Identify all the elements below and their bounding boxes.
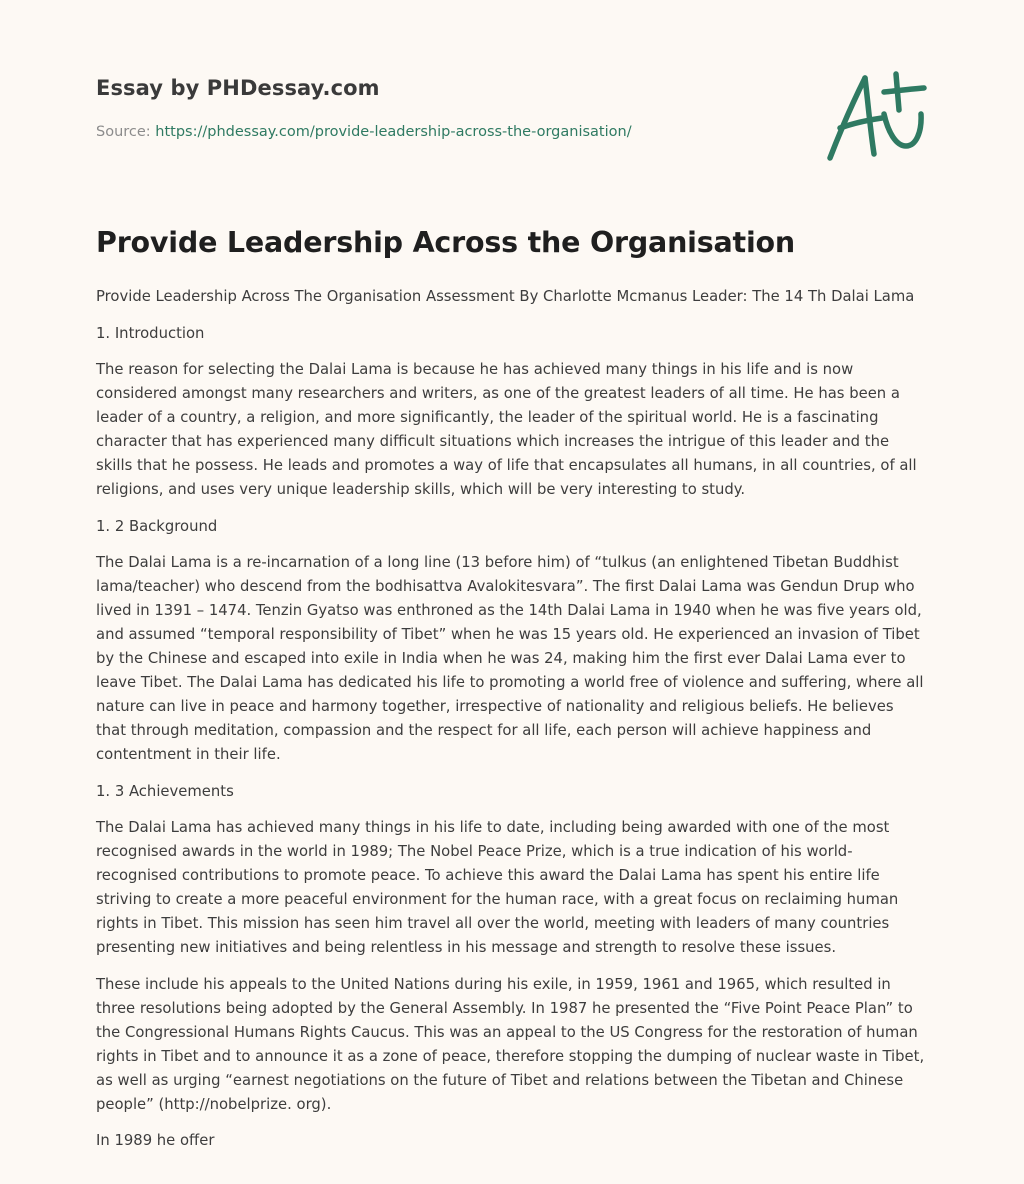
source-link[interactable]: https://phdessay.com/provide-leadership-across-the-organisation/ [155, 124, 632, 140]
paragraph-appeals: These include his appeals to the United Nations during his exile, in 1959, 1961 and 1965, which resulted in three resolutions being adopted by the General Assembly. In 1987 he presented the “Five Point Peace Plan” to the Congressional Humans Rights Caucus. This was an appeal to the US Congress for the restoration of human rights in Tibet and to announce it as a zone of peace, therefore stopping the dumping of nuclear waste in Tibet, as well as urging “earnest negotiations on the future of Tibet and relations between the Tibetan and Chinese people” (http://nobelprize. org). [96, 975, 925, 1113]
a-plus-grade-icon [818, 66, 930, 168]
paragraph-introduction: The reason for selecting the Dalai Lama is because he has achieved many things in his life and is now considered amongst many researchers and writers, as one of the greatest leaders of all time. He has been a leader of a country, a religion, and more significantly, the leader of the spiritual world. He is a fascinating character that has experienced many difficult situations which increases the intrigue of this leader and the skills that he possess. He leads and promotes a way of life that encapsulates all humans, in all countries, of all religions, and uses very unique leadership skills, which will be very interesting to study. [96, 361, 917, 498]
section-heading-introduction: 1. Introduction [96, 324, 205, 342]
paragraph-achievements: The Dalai Lama has achieved many things in his life to date, including being awarded with one of the most recognised awards in the world in 1989; The Nobel Peace Prize, which is a true indication of his world-recognised contributions to promote peace. To achieve this award the Dalai Lama has spent his entire life striving to create a more peaceful environment for the human race, with a great focus on reclaiming human rights in Tibet. This mission has seen him travel all over the world, meeting with leaders of many countries presenting new initiatives and being relentless in his message and strength to resolve these issues. [96, 819, 899, 956]
section-heading-background: 1. 2 Background [96, 517, 218, 535]
source-label: Source: [96, 124, 156, 140]
essay-subtitle: Provide Leadership Across The Organisation Assessment By Charlotte Mcmanus Leader: The 14 Th Dalai Lama [96, 288, 915, 305]
source-line [96, 124, 632, 140]
essay-body [96, 285, 928, 1166]
section-heading-achievements: 1. 3 Achievements [96, 782, 234, 800]
brand-name: Essay by PHDessay.com [96, 76, 380, 100]
paragraph-background: The Dalai Lama is a re-incarnation of a long line (13 before him) of “tulkus (an enlightened Tibetan Buddhist lama/teacher) who descend from the bodhisattva Avalokitesvara”. The first Dalai Lama was Gendun Drup who lived in 1391 – 1474. Tenzin Gyatso was enthroned as the 14th Dalai Lama in 1940 when he was five years old, and assumed “temporal responsibility of Tibet” when he was 15 years old. He experienced an invasion of Tibet by the Chinese and escaped into exile in India when he was 24, making him the first ever Dalai Lama ever to leave Tibet. The Dalai Lama has dedicated his life to promoting a world free of violence and suffering, where all nature can live in peace and harmony together, irrespective of nationality and religious beliefs. He believes that through meditation, compassion and the respect for all life, each person will achieve happiness and contentment in their life. [96, 554, 924, 763]
paragraph-truncated: In 1989 he offer [96, 1132, 215, 1149]
essay-title: Provide Leadership Across the Organisation [96, 226, 796, 259]
